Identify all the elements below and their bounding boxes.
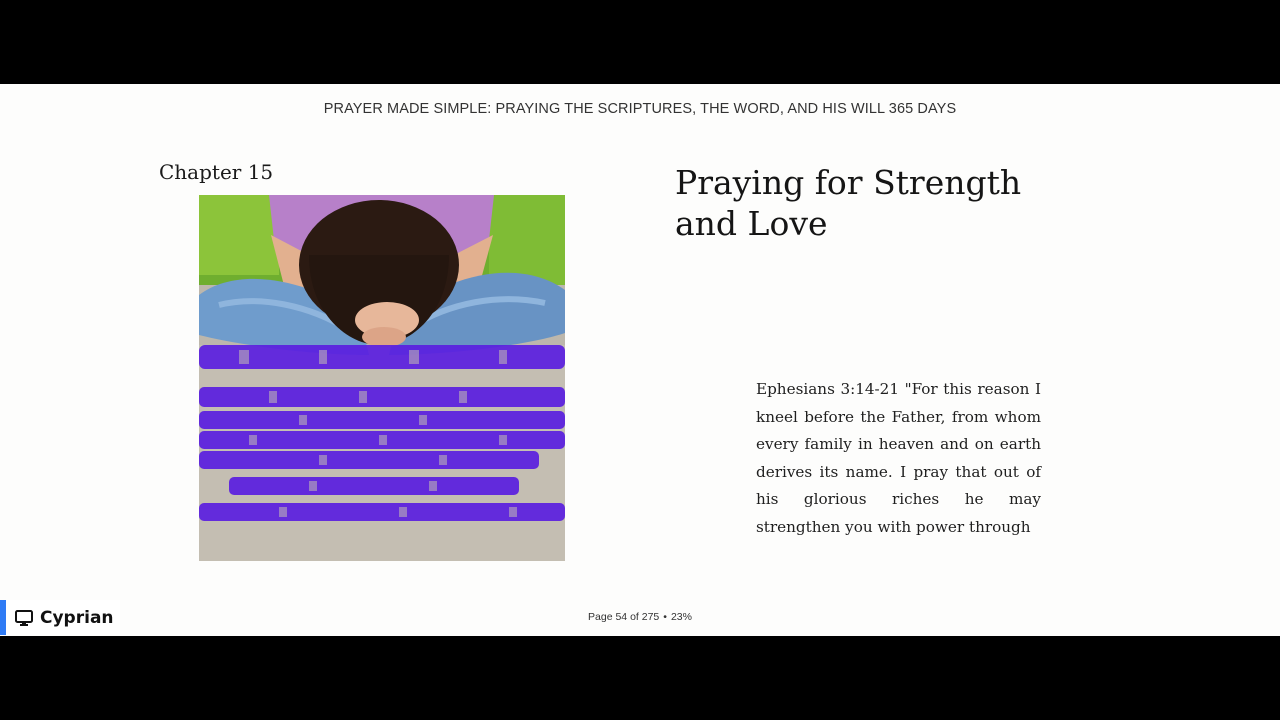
letterbox-top: [0, 0, 1280, 84]
chapter-illustration: [199, 195, 565, 561]
book-title: PRAYER MADE SIMPLE: PRAYING THE SCRIPTURES, THE WORD, AND HIS WILL 365 DAYS: [323, 101, 957, 117]
reading-progress: [0, 611, 1280, 623]
chapter-heading: Praying for Strength and Love: [675, 163, 1022, 243]
letterbox-bottom: [0, 636, 1280, 720]
scripture-passage: Ephesians 3:14-21 "For this reason I kneel before the Father, from whom every family in heaven and on earth derives its name. I pray that out of his glorious riches he may strengthen you with power through: [756, 380, 1041, 536]
chapter-label: Chapter 15: [159, 160, 274, 184]
progress-separator: •: [663, 611, 667, 623]
praying-person-image: [199, 195, 565, 561]
page-indicator: Page 54 of 275: [588, 611, 660, 623]
percent-indicator: 23%: [670, 611, 692, 623]
ebook-reader[interactable]: [0, 84, 1280, 636]
profile-name: Cyprian: [40, 607, 114, 628]
